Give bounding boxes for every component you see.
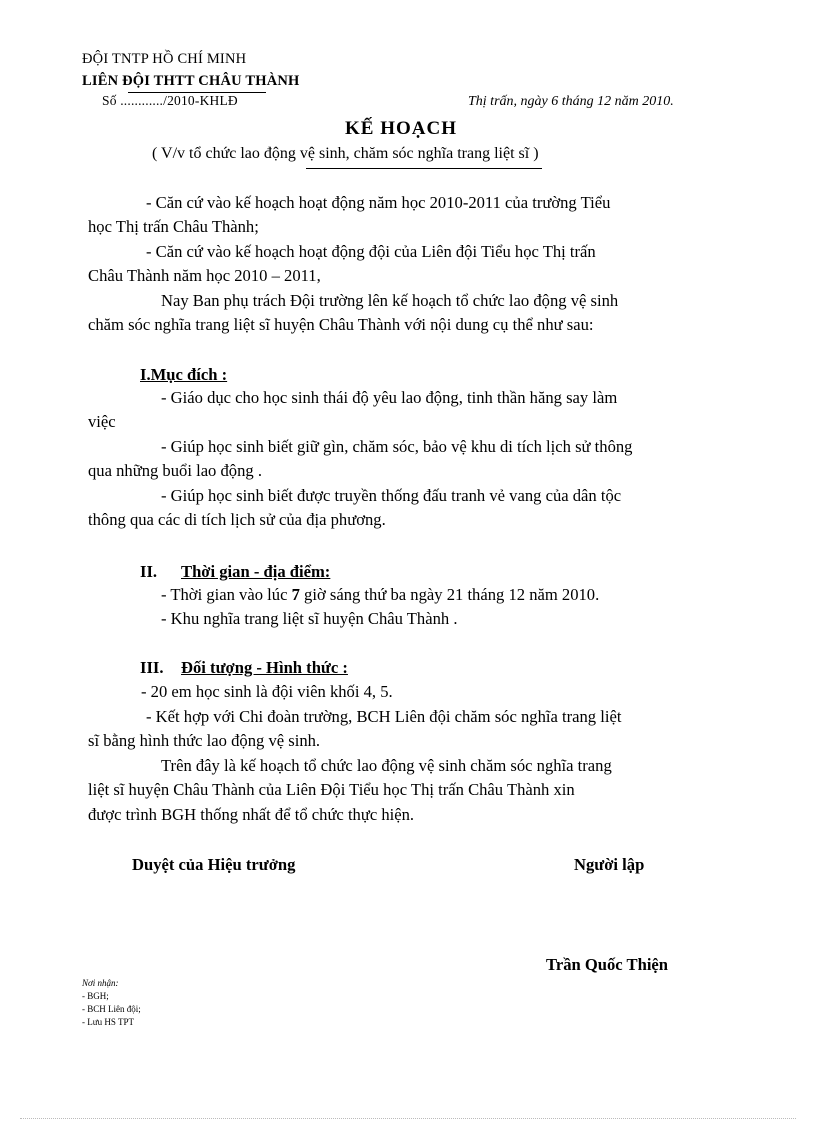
basis-1-line-2: học Thị trấn Châu Thành;	[88, 217, 259, 236]
recipient-item: - BCH Liên đội;	[82, 1004, 141, 1014]
basis-3-line-1: Nay Ban phụ trách Đội trường lên kế hoạch tổ chức lao động vệ sinh	[161, 291, 619, 310]
s3-b-line-2: sĩ bằng hình thức lao động vệ sinh.	[88, 731, 321, 750]
s1-a-line-1: - Giáo dục cho học sinh thái độ yêu lao động, tinh thần hăng say làm	[161, 388, 618, 407]
s3-c-line-2: liệt sĩ huyện Châu Thành của Liên Đội Tiểu học Thị trấn Châu Thành xin	[88, 780, 575, 799]
s3-a-line: - 20 em học sinh là đội viên khối 4, 5.	[141, 682, 393, 701]
author-title: Người lập	[574, 855, 645, 874]
s2-a-pre: - Thời gian vào lúc	[161, 585, 292, 604]
author-name: Trần Quốc Thiện	[546, 955, 669, 974]
s1-b-line-2: qua những buổi lao động .	[88, 461, 262, 480]
s2-a-post: giờ sáng thứ ba ngày 21 tháng 12 năm 2010.	[299, 585, 600, 604]
org-line-1: ĐỘI TNTP HỒ CHÍ MINH	[82, 51, 247, 67]
section-2-heading: Thời gian - địa điểm:	[181, 562, 331, 581]
doc-number: Số ............/2010-KHLĐ	[102, 93, 238, 108]
recipient-item: - Lưu HS TPT	[82, 1017, 134, 1027]
place-date: Thị trấn, ngày 6 tháng 12 năm 2010.	[468, 94, 674, 109]
basis-2-line-2: Châu Thành năm học 2010 – 2011,	[88, 266, 321, 285]
s3-c-line-1: Trên đây là kế hoạch tổ chức lao động vệ sinh chăm sóc nghĩa trang	[161, 756, 612, 775]
s1-b-line-1: - Giúp học sinh biết giữ gìn, chăm sóc, bảo vệ khu di tích lịch sử thông	[161, 437, 633, 456]
s3-b-line-1: - Kết hợp với Chi đoàn trường, BCH Liên đội chăm sóc nghĩa trang liệt	[146, 707, 622, 726]
recipient-item: - BGH;	[82, 991, 109, 1001]
doc-title: KẾ HOẠCH	[345, 118, 457, 139]
basis-2-line-1: - Căn cứ vào kế hoạch hoạt động đội của Liên đội Tiểu học Thị trấn	[146, 242, 596, 261]
s1-a-line-2: việc	[88, 412, 116, 431]
section-1-heading: I.Mục đích :	[140, 365, 228, 384]
s1-c-line-1: - Giúp học sinh biết được truyền thống đấu tranh vẻ vang của dân tộc	[161, 486, 622, 505]
recipients-label: Nơi nhận:	[82, 978, 119, 988]
basis-1-line-1: - Căn cứ vào kế hoạch hoạt động năm học 2010-2011 của trường Tiểu	[146, 193, 611, 212]
section-2-number: II.	[140, 562, 158, 581]
s2-a-hour: 7	[291, 585, 300, 604]
basis-3-line-2: chăm sóc nghĩa trang liệt sĩ huyện Châu Thành với nội dung cụ thể như sau:	[88, 315, 594, 334]
section-3-heading: Đối tượng - Hình thức :	[181, 658, 348, 677]
subtitle-rule	[306, 168, 542, 169]
org-line-2: LIÊN ĐỘI THTT CHÂU THÀNH	[82, 73, 300, 89]
s1-c-line-2: thông qua các di tích lịch sử của địa phương.	[88, 510, 386, 529]
page-bottom-border	[20, 1118, 796, 1119]
s2-b-line: - Khu nghĩa trang liệt sĩ huyện Châu Thành .	[161, 609, 458, 628]
section-3-number: III.	[140, 658, 164, 677]
approval-title: Duyệt của Hiệu trưởng	[132, 855, 296, 874]
doc-subtitle: ( V/v tổ chức lao động vệ sinh, chăm sóc nghĩa trang liệt sĩ )	[152, 145, 539, 162]
s2-a-line	[161, 583, 599, 608]
s3-c-line-3: được trình BGH thống nhất để tổ chức thực hiện.	[88, 805, 415, 824]
